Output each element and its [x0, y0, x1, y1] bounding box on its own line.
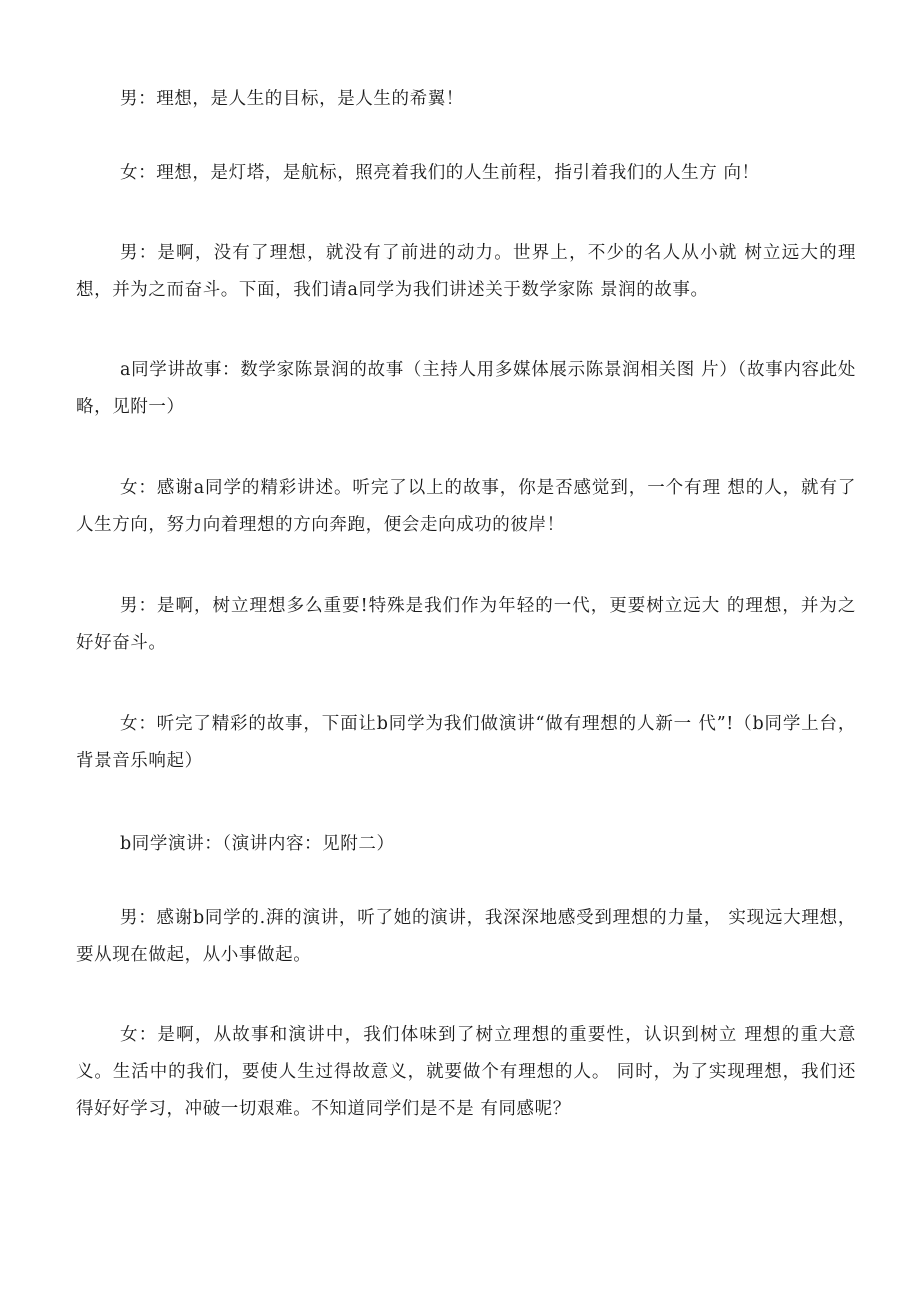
- paragraph-5: 女：感谢a同学的精彩讲述。听完了以上的故事，你是否感觉到，一个有理 想的人，就有了人生方向，努力向着理想的方向奔跑，便会走向成功的彼岸！: [76, 478, 856, 535]
- paragraph-3: 男：是啊，没有了理想，就没有了前进的动力。世界上，不少的名人从小就 树立远大的理想，并为之而奋斗。下面，我们请a同学为我们讲述关于数学家陈 景润的故事。: [76, 243, 856, 300]
- paragraph-9: 男：感谢b同学的.湃的演讲，听了她的演讲，我深深地感受到理想的力量， 实现远大理想，要从现在做起，从小事做起。: [76, 908, 856, 965]
- paragraph-10: 女：是啊，从故事和演讲中，我们体味到了树立理想的重要性，认识到树立 理想的重大意义。生活中的我们，要使人生过得故意义，就要做个有理想的人。 同时，为了实现理想，我们还得好好学习，冲破一切艰难。不知道同学们是不是 有同感呢？: [76, 1025, 856, 1119]
- paragraph-1: 男：理想，是人生的目标，是人生的希翼！: [120, 89, 464, 109]
- paragraph-7: 女：听完了精彩的故事，下面让b同学为我们做演讲“做有理想的人新一 代”!（b同学上台，背景音乐响起）: [76, 714, 856, 771]
- paragraph-6: 男：是啊，树立理想多么重要!特殊是我们作为年轻的一代，更要树立远大 的理想，并为之好好奋斗。: [76, 596, 856, 653]
- paragraph-2: 女：理想，是灯塔，是航标，照亮着我们的人生前程，指引着我们的人生方 向！: [120, 163, 760, 183]
- paragraph-8: b同学演讲：（演讲内容：见附二）: [120, 834, 395, 854]
- paragraph-4: a同学讲故事：数学家陈景润的故事（主持人用多媒体展示陈景润相关图 片）（故事内容此处略，见附一）: [76, 360, 856, 417]
